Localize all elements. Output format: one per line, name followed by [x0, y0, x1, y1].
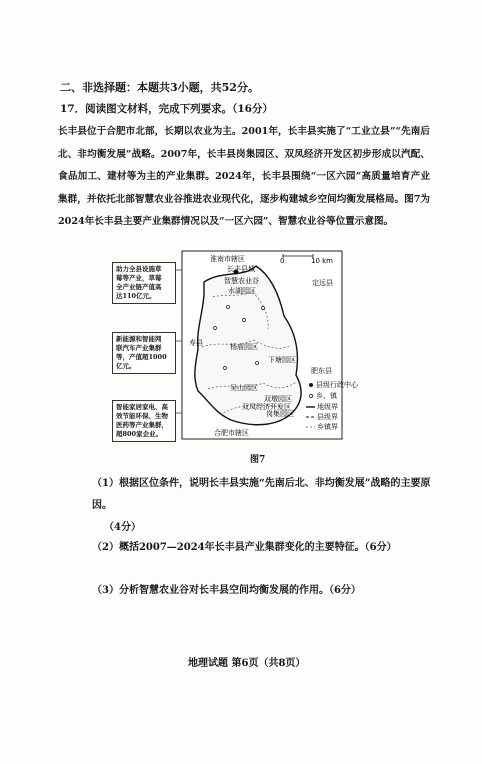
subquestion-2: （2）概括2007—2024年长丰县产业集群变化的主要特征。（6分）: [92, 542, 397, 553]
legend-region: 地级界: [317, 403, 338, 411]
legend-county: 县级界: [317, 413, 338, 421]
legend-center-icon: [309, 383, 313, 387]
legend-town-icon: [309, 394, 312, 397]
map-label-northeast: 定远县: [312, 279, 333, 287]
town-icon: [227, 306, 230, 309]
town-icon: [243, 319, 246, 322]
question-paragraph: 长丰县位于合肥市北部，长期以农业为主。2001年，长丰县实施了“工业立县”“先南后北、非均衡发展”战略。2007年，长丰县岗集园区、双凤经济开发区初步形成以汽配、食品加工、建材等为主的产业集群。2024年，长丰县围绕“一区六园”高质量培育产业集群，并依托北部智慧农业谷推进农业现代化，逐步构建城乡空间均衡发展格局。图7为2024年长丰县主要产业集群情况以及“一区六园”、智慧农业谷等位置示意图。: [58, 126, 430, 228]
map-label-park-gangji: 岗集园区: [266, 410, 294, 418]
page-footer: 地理试题 第6页（共8页）: [188, 658, 306, 669]
scale-zero: 0: [280, 257, 285, 265]
callout-agri: 助力全县设施草 莓等产业，草莓 全产业链产值高 达110亿元。: [112, 262, 176, 304]
callout-home: 智能家居家电、高 效节能环保、生物 医药等产业集群， 超800家企业。: [112, 400, 176, 442]
callout-auto: 新能源和智能网 联汽车产业集群 等，产值超1000 亿元。: [112, 332, 176, 374]
map-label-west: 寿县: [189, 339, 203, 347]
map-label-agri-valley: 智慧农业谷: [224, 277, 259, 285]
town-icon: [256, 362, 259, 365]
town-icon: [262, 307, 265, 310]
figure-caption: 图7: [250, 455, 266, 465]
map-label-park-wushan: 吴山园区: [230, 384, 258, 392]
subquestion-1: [92, 473, 442, 539]
legend-township: 乡镇界: [317, 423, 338, 431]
town-icon: [224, 367, 227, 370]
map-label-county: 长丰县城: [227, 265, 255, 273]
legend-center: 县级行政中心: [316, 381, 358, 389]
map-label-park-xiatang: 下塘园区: [268, 356, 296, 364]
map-label-south: 合肥市辖区: [214, 429, 249, 437]
section-heading: 二、非选择题：本题共3小题，共52分。: [60, 81, 259, 94]
legend-town: 乡、镇: [316, 392, 337, 400]
map-label-east: 肥东县: [311, 367, 332, 375]
map-label-park-shuangdun: 双墩园区: [264, 395, 292, 403]
question-title: 17．阅读图文材料，完成下列要求。（16分）: [60, 103, 273, 115]
subquestion-1-score: （4分）: [104, 522, 141, 533]
map-label-park-north: 水湖园区: [228, 287, 256, 295]
subquestion-1-text: （1）根据区位条件，说明长丰县实施“先南后北、非均衡发展”战略的主要原因。: [92, 478, 431, 511]
map-label-park-shuangfeng: 双凤经济开发区: [242, 403, 291, 411]
subquestion-3: （3）分析智慧农业谷对长丰县空间均衡发展的作用。（6分）: [92, 585, 361, 596]
map-label-north: 淮南市辖区: [210, 255, 245, 263]
town-icon: [214, 327, 217, 330]
figure-7: [112, 250, 358, 440]
scale-ten: 10 km: [311, 257, 334, 265]
map-label-park-yangmiao: 杨庙园区: [230, 343, 258, 351]
